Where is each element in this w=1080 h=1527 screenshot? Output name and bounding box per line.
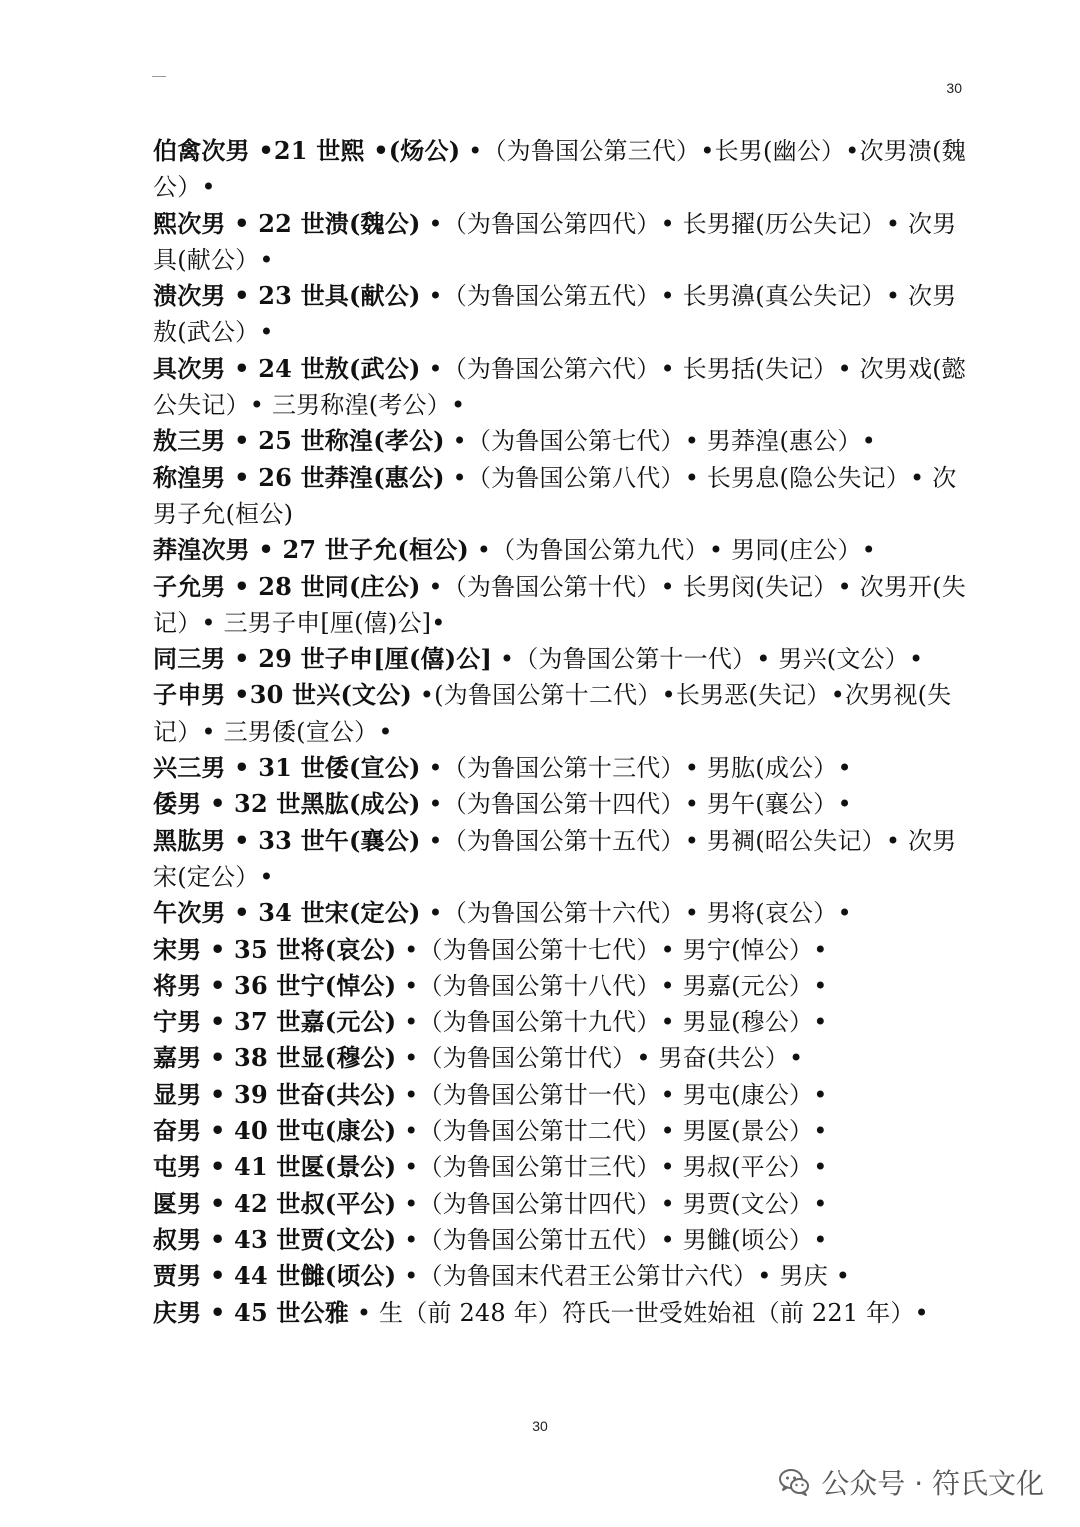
watermark-text: 公众号 · 符氏文化 [821, 1467, 1044, 1500]
entry-heading: 贾男 • 44 世雠(顷公) [153, 1261, 397, 1291]
wechat-icon [777, 1465, 811, 1499]
page-number-bottom: 30 [532, 1418, 548, 1434]
entry-detail: •（为鲁国公第廿五代）• 男雠(顷公）• [396, 1225, 828, 1254]
entry-detail: •（为鲁国公第四代）• 长男擢(历公失记）• 次男具(献公）• [153, 209, 957, 274]
entry-detail: •（为鲁国公第九代）• 男同(庄公）• [468, 536, 877, 565]
entry-detail: •（为鲁国公第廿二代）• 男匽(景公）• [396, 1117, 828, 1146]
entry-heading: 子申男 •30 世兴(文公) [153, 680, 412, 710]
entry-heading: 称湟男 • 26 世莽湟(惠公) [153, 462, 445, 492]
entry-detail: •（为鲁国公第十代）• 长男闵(失记）• 次男开(失记）• 三男子申[厘(僖)公]• [153, 572, 966, 637]
entry-heading: 宋男 • 35 世将(哀公) [153, 934, 397, 964]
entry-detail: • 生（前 248 年）符氏一世受姓始祖（前 221 年）• [349, 1298, 929, 1327]
entry-detail: •（为鲁国公第十九代）• 男显(穆公）• [396, 1008, 828, 1037]
genealogy-entry [153, 968, 968, 1004]
entry-heading: 同三男 • 29 世子申[厘(僖)公] [153, 644, 493, 674]
genealogy-entry [153, 206, 968, 279]
page-number-top: 30 [946, 80, 962, 96]
entry-heading: 溃次男 • 23 世具(献公) [153, 281, 421, 311]
entry-heading: 莽湟次男 • 27 世子允(桓公) [153, 535, 469, 565]
entry-heading: 黑肱男 • 33 世午(襄公) [153, 825, 421, 855]
genealogy-entry [153, 1113, 968, 1149]
entry-detail: •（为鲁国公第廿一代）• 男屯(康公）• [396, 1080, 828, 1109]
entry-detail: •（为鲁国公第廿三代）• 男叔(平公）• [396, 1153, 828, 1182]
entry-detail: •（为鲁国公第廿四代）• 男贾(文公）• [396, 1189, 828, 1218]
entry-heading: 将男 • 36 世宁(悼公) [153, 970, 397, 1000]
entry-detail: •（为鲁国公第五代）• 长男濞(真公失记）• 次男敖(武公）• [153, 282, 957, 347]
header-rule-mark [152, 76, 166, 77]
entry-detail: •（为鲁国公第十一代）• 男兴(文公）• [492, 645, 924, 674]
wechat-watermark [777, 1462, 1044, 1502]
genealogy-entry [153, 641, 968, 677]
genealogy-entry [153, 895, 968, 931]
genealogy-entries [153, 133, 968, 1331]
entry-heading: 子允男 • 28 世同(庄公) [153, 571, 421, 601]
entry-heading: 午次男 • 34 世宋(定公) [153, 898, 421, 928]
entry-heading: 显男 • 39 世奋(共公) [153, 1079, 397, 1109]
entry-heading: 熙次男 • 22 世溃(魏公) [153, 208, 421, 238]
entry-detail: •（为鲁国公第十六代）• 男将(哀公）• [420, 899, 852, 928]
entry-detail: •（为鲁国公第十八代）• 男嘉(元公）• [396, 971, 828, 1000]
entry-heading: 庆男 • 45 世公雅 [153, 1297, 350, 1327]
genealogy-entry [153, 1222, 968, 1258]
entry-heading: 匽男 • 42 世叔(平公) [153, 1188, 397, 1218]
entry-detail: •（为鲁国末代君王公第廿六代）• 男庆 • [396, 1262, 851, 1291]
entry-heading: 敖三男 • 25 世称湟(孝公) [153, 426, 445, 456]
genealogy-entry [153, 460, 968, 533]
entry-heading: 嘉男 • 38 世显(穆公) [153, 1043, 397, 1073]
genealogy-entry [153, 932, 968, 968]
entry-detail: •（为鲁国公第八代）• 长男息(隐公失记）• 次男子允(桓公) [153, 463, 957, 528]
genealogy-entry [153, 786, 968, 822]
genealogy-entry [153, 569, 968, 642]
entry-detail: •（为鲁国公第十三代）• 男肱(成公）• [420, 754, 852, 783]
entry-detail: •（为鲁国公第十五代）• 男裯(昭公失记）• 次男宋(定公）• [153, 826, 957, 891]
entry-heading: 叔男 • 43 世贾(文公) [153, 1224, 397, 1254]
entry-heading: 奋男 • 40 世屯(康公) [153, 1116, 397, 1146]
genealogy-entry [153, 677, 968, 750]
entry-detail: •(为鲁国公第十二代）•长男恶(失记）•次男视(失记）• 三男倭(宣公）• [153, 681, 952, 746]
genealogy-entry [153, 423, 968, 459]
entry-heading: 屯男 • 41 世匽(景公) [153, 1152, 397, 1182]
genealogy-entry [153, 1077, 968, 1113]
genealogy-entry [153, 133, 968, 206]
genealogy-entry [153, 823, 968, 896]
entry-heading: 具次男 • 24 世敖(武公) [153, 353, 421, 383]
entry-detail: •（为鲁国公第六代）• 长男括(失记）• 次男戏(懿公失记）• 三男称湟(考公）• [153, 354, 966, 420]
genealogy-entry [153, 351, 968, 424]
entry-heading: 伯禽次男 •21 世熙 •(炀公) [153, 136, 461, 165]
entry-detail: •（为鲁国公第七代）• 男莽湟(惠公）• [444, 427, 877, 456]
entry-detail: •（为鲁国公第十七代）• 男宁(悼公）• [396, 935, 828, 964]
genealogy-entry [153, 278, 968, 351]
genealogy-entry [153, 1258, 968, 1294]
entry-heading: 兴三男 • 31 世倭(宣公) [153, 753, 421, 783]
genealogy-entry [153, 1004, 968, 1040]
entry-detail: •（为鲁国公第三代）•长男(幽公）•次男溃(魏公）• [153, 137, 966, 202]
entry-heading: 宁男 • 37 世嘉(元公) [153, 1007, 397, 1037]
genealogy-entry [153, 1149, 968, 1185]
genealogy-entry [153, 1295, 968, 1331]
genealogy-entry [153, 1186, 968, 1222]
genealogy-entry [153, 532, 968, 568]
entry-detail: •（为鲁国公第十四代）• 男午(襄公）• [420, 790, 852, 819]
entry-detail: •（为鲁国公第廿代）• 男奋(共公）• [396, 1044, 804, 1073]
entry-heading: 倭男 • 32 世黑肱(成公) [153, 789, 421, 819]
genealogy-entry [153, 750, 968, 786]
genealogy-entry [153, 1040, 968, 1076]
